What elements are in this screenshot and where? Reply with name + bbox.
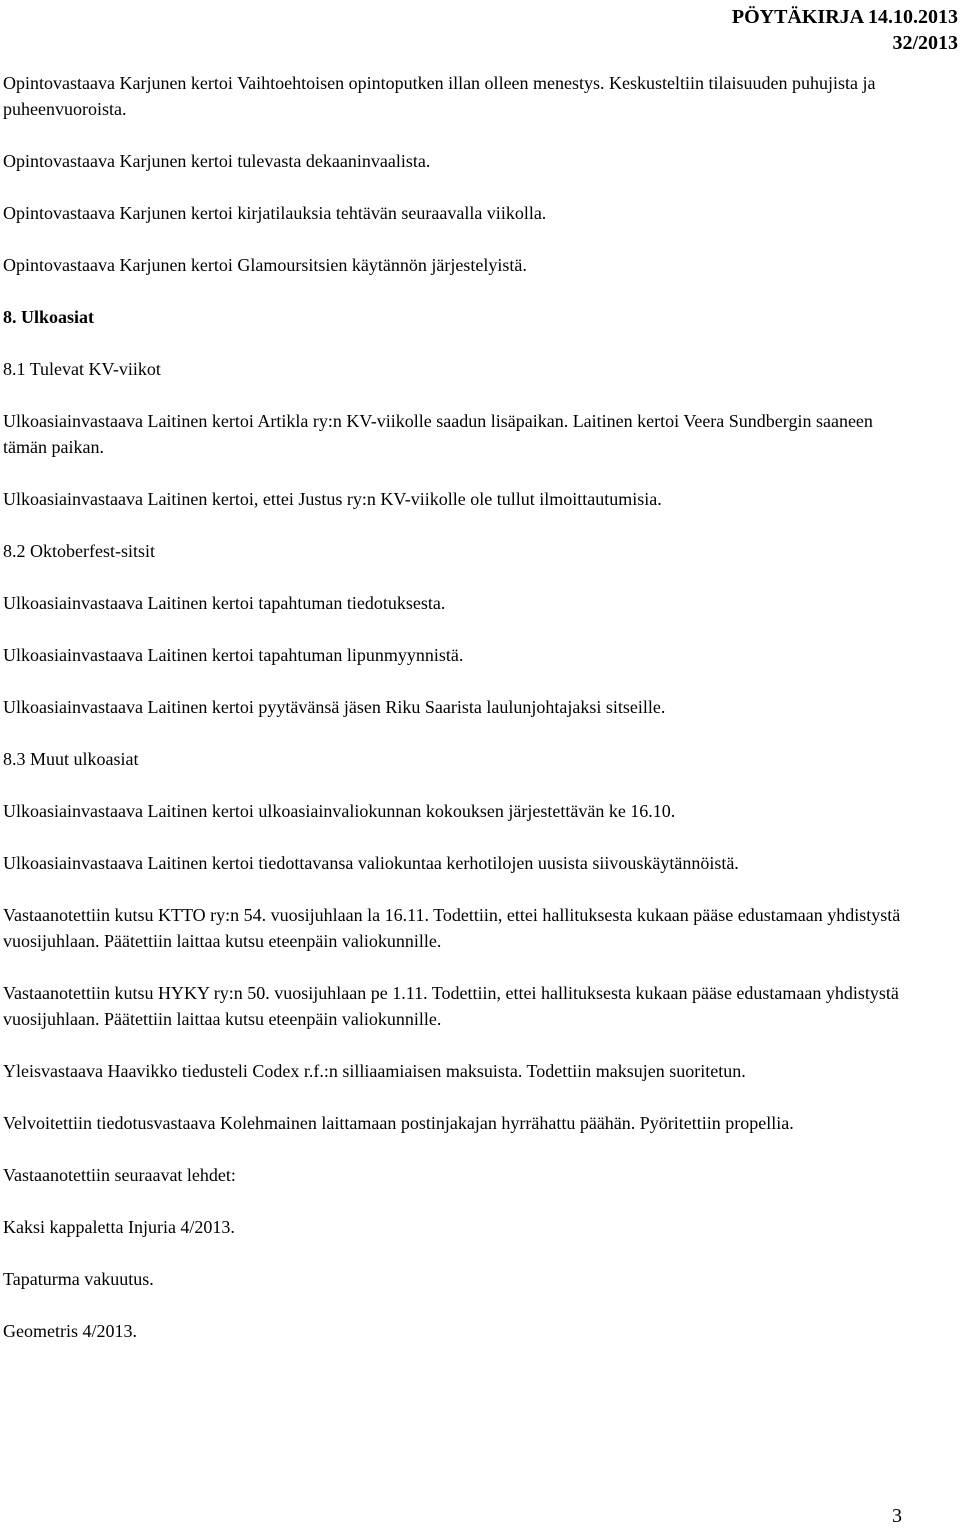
- paragraph: Opintovastaava Karjunen kertoi Vaihtoehtoisen opintoputken illan olleen menestys. Keskusteltiin tilaisuuden puhujista ja puheenvuoroista.: [3, 73, 876, 119]
- paragraph: Vastaanotettiin kutsu KTTO ry:n 54. vuosijuhlaan la 16.11. Todettiin, ettei hallituksesta kukaan pääse edustamaan yhdistystä vuosijuhlaan. Päätettiin laittaa kutsu eteenpäin valiokunnille.: [3, 905, 901, 951]
- paragraph: Geometris 4/2013.: [3, 1321, 137, 1341]
- paragraph: Velvoitettiin tiedotusvastaava Kolehmainen laittamaan postinjakajan hyrrähattu päähän. Pyöritettiin propellia.: [3, 1113, 794, 1133]
- paragraph: Ulkoasiainvastaava Laitinen kertoi pyytävänsä jäsen Riku Saarista laulunjohtajaksi sitseille.: [3, 697, 666, 717]
- page-number: 3: [892, 1505, 902, 1527]
- paragraph: Tapaturma vakuutus.: [3, 1269, 154, 1289]
- paragraph: Vastaanotettiin kutsu HYKY ry:n 50. vuosijuhlaan pe 1.11. Todettiin, ettei hallituksesta kukaan pääse edustamaan yhdistystä vuosijuhlaan. Päätettiin laittaa kutsu eteenpäin valiokunnille.: [3, 983, 899, 1029]
- paragraph: Ulkoasiainvastaava Laitinen kertoi tapahtuman lipunmyynnistä.: [3, 645, 464, 665]
- subsection-heading: 8.2 Oktoberfest-sitsit: [3, 541, 155, 561]
- subsection-heading: 8.1 Tulevat KV-viikot: [3, 359, 161, 379]
- document-header: [732, 4, 958, 56]
- section-heading: 8. Ulkoasiat: [3, 307, 95, 327]
- paragraph: Vastaanotettiin seuraavat lehdet:: [3, 1165, 236, 1185]
- document-number: 32/2013: [892, 32, 958, 54]
- paragraph: Opintovastaava Karjunen kertoi kirjatilauksia tehtävän seuraavalla viikolla.: [3, 203, 547, 223]
- subsection-heading: 8.3 Muut ulkoasiat: [3, 749, 139, 769]
- paragraph: Ulkoasiainvastaava Laitinen kertoi tiedottavansa valiokuntaa kerhotilojen uusista siivouskäytännöistä.: [3, 853, 739, 873]
- paragraph: Kaksi kappaletta Injuria 4/2013.: [3, 1217, 235, 1237]
- paragraph: Ulkoasiainvastaava Laitinen kertoi Artikla ry:n KV-viikolle saadun lisäpaikan. Laitinen kertoi Veera Sundbergin saaneen tämän paikan.: [3, 411, 873, 457]
- paragraph: Opintovastaava Karjunen kertoi tulevasta dekaaninvaalista.: [3, 151, 431, 171]
- document-title: PÖYTÄKIRJA 14.10.2013: [731, 6, 958, 28]
- paragraph: Ulkoasiainvastaava Laitinen kertoi, ettei Justus ry:n KV-viikolle ole tullut ilmoittautumisia.: [3, 489, 662, 509]
- document-body: [3, 70, 903, 1370]
- paragraph: Ulkoasiainvastaava Laitinen kertoi ulkoasiainvaliokunnan kokouksen järjestettävän ke 16.10.: [3, 801, 676, 821]
- paragraph: Yleisvastaava Haavikko tiedusteli Codex r.f.:n silliaamiaisen maksuista. Todettiin maksujen suoritetun.: [3, 1061, 746, 1081]
- paragraph: Ulkoasiainvastaava Laitinen kertoi tapahtuman tiedotuksesta.: [3, 593, 446, 613]
- paragraph: Opintovastaava Karjunen kertoi Glamoursitsien käytännön järjestelyistä.: [3, 255, 527, 275]
